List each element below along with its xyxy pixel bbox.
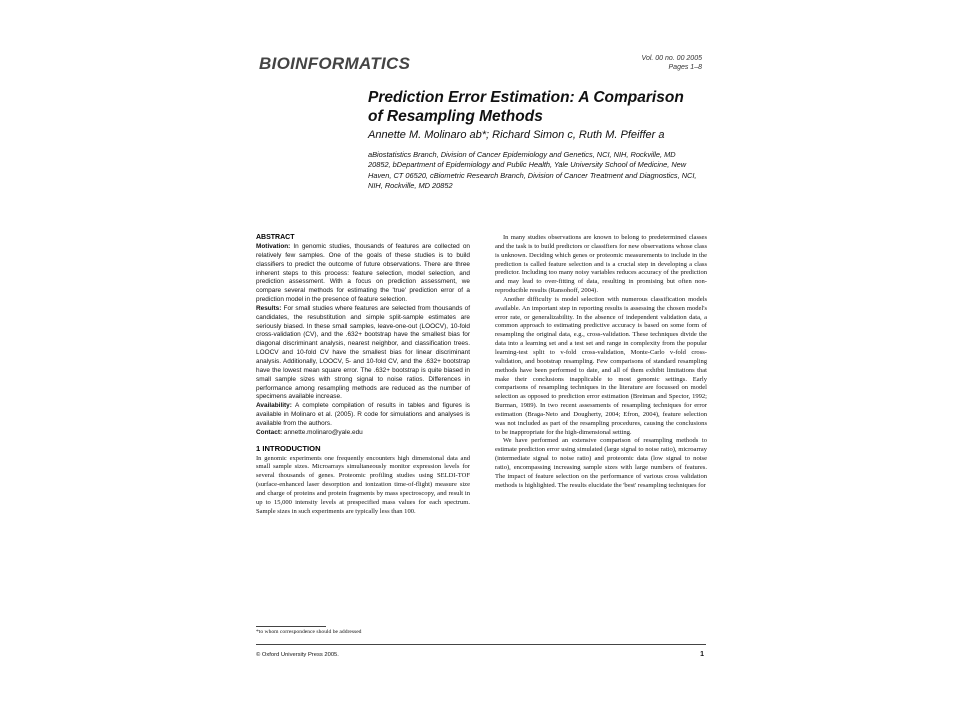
volume-info <box>642 54 702 72</box>
right-paragraph-2: Another difficulty is model selection with numerous classification models available. An important step in reporting results is assessing the chosen model's error rate, or generalizability. In the absence of independent validation data, a common approach to estimating predictive accuracy is based on some form of resampling the original data, e.g., cross-validation. These techniques divide the data into a learning set and a test set and range in complexity from the popular learning-test split to v-fold cross-validation, Monte-Carlo v-fold cross-validation, and bootstrap resampling. Few comparisons of standard resampling methods have been performed to date, and all of them exhibit limitations that make their conclusions inapplicable to most genomic settings. Early comparisons of resampling techniques in the literature are focussed on model selection as opposed to prediction error estimation (Breiman and Spector, 1992; Burman, 1989). In two recent assessments of resampling techniques for error estimation (Braga-Neto and Dougherty, 2004; Efron, 2004), feature selection was not included as part of the resampling procedures, causing the conclusions to be inappropriate for the high-dimensional setting. <box>495 295 707 436</box>
contact-label: Contact: <box>256 428 283 436</box>
right-paragraph-3: We have performed an extensive comparison of resampling methods to estimate prediction error using simulated (large signal to noise ratio), microarray (intermediate signal to noise ratio) and proteomic data (low signal to noise ratio), encompassing increasing sample sizes with large numbers of features. The impact of feature selection on the performance of various cross validation methods is highlighted. The results elucidate the 'best' resampling techniques for <box>495 437 707 489</box>
page-number: 1 <box>700 651 704 658</box>
availability-label: Availability: <box>256 402 292 410</box>
footnote-rule <box>256 626 326 627</box>
paper-title: Prediction Error Estimation: A Comparison of Resampling Methods <box>368 89 684 125</box>
paper-authors: Annette M. Molinaro ab*; Richard Simon c, Ruth M. Pfeiffer a <box>368 129 665 141</box>
introduction-heading: 1 INTRODUCTION <box>256 443 321 453</box>
results-label: Results: <box>256 304 282 312</box>
abstract-heading: ABSTRACT <box>256 234 295 241</box>
journal-name: BIOINFORMATICS <box>259 54 411 73</box>
motivation-label: Motivation: <box>256 243 291 250</box>
paper-page <box>246 38 716 678</box>
results-text: For small studies where features are selected from thousands of candidates, the resubstitution and simple split-sample estimates are seriously biased. In these small samples, leave-one-out (LOOCV), 10-fold cross-validation (CV), and the .632+ bootstrap have the smallest bias for diagonal discriminant analysis, nearest neighbor, and classification trees. LOOCV and 10-fold CV have the smallest bias for linear discriminant analysis. Additionally, LOOCV, 5- and 10-fold CV, and the .632+ bootstrap have the lowest mean square error. The .632+ bootstrap is quite biased in small sample sizes with strong signal to noise ratios. Differences in performance among resampling methods are reduced as the number of specimens available increase. <box>256 304 470 401</box>
availability-text: A complete compilation of results in tables and figures is available in Molinaro et al. (2005). R code for simulations and analyses is available from the authors. <box>256 402 470 427</box>
bottom-rule <box>256 644 706 645</box>
abstract-motivation <box>256 243 470 305</box>
abstract-availability <box>256 402 470 429</box>
abstract-results <box>256 305 470 402</box>
footnote: *to whom correspondence should be addressed <box>256 629 362 635</box>
right-column <box>495 234 707 490</box>
author-affiliations: aBiostatistics Branch, Division of Cancer Epidemiology and Genetics, NCI, NIH, Rockville, MD 20852, bDepartment of Epidemiology and Public Health, Yale University School of Medicine, New Haven, CT 06520, cBiometric Research Branch, Division of Cancer Treatment and Diagnostics, NCI, NIH, Rockville, MD 20852 <box>368 150 697 190</box>
copyright-notice: © Oxford University Press 2005. <box>256 652 339 658</box>
contact-text: annette.molinaro@yale.edu <box>282 428 363 436</box>
left-column <box>256 234 470 516</box>
volume-line: Vol. 00 no. 00 2005 <box>641 55 702 62</box>
abstract-contact <box>256 429 470 438</box>
pages-line: Pages 1–8 <box>668 64 702 71</box>
introduction-paragraph: In genomic experiments one frequently encounters high dimensional data and small sample sizes. Microarrays simultaneously monitor expression levels for several thousands of genes. Proteomic profiling studies using SELDI-TOF (surface-enhanced laser desorption and ionization time-of-flight) measure size and charge of proteins and protein fragments by mass spectroscopy, and result in up to 15,000 intensity levels at prespecified mass values for each spectrum. Sample sizes in such experiments are typically less than 100. <box>256 454 470 515</box>
right-paragraph-1: In many studies observations are known to belong to predetermined classes and the task is to build predictors or classifiers for new observations whose class is unknown. Deciding which genes or proteomic measurements to include in the prediction is called feature selection and is a crucial step in developing a class predictor. Including too many noisy variables reduces accuracy of the prediction and may lead to over-fitting of data, resulting in promising but often non-reproducible results (Ransohoff, 2004). <box>495 234 707 295</box>
motivation-text: In genomic studies, thousands of features are collected on relatively few samples. One of the goals of these studies is to build classifiers to predict the outcome of future observations. There are three inherent steps to this process: feature selection, model selection, and prediction assessment. With a focus on prediction assessment, we compare several methods for estimating the 'true' prediction error of a prediction model in the presence of feature selection. <box>256 243 470 304</box>
